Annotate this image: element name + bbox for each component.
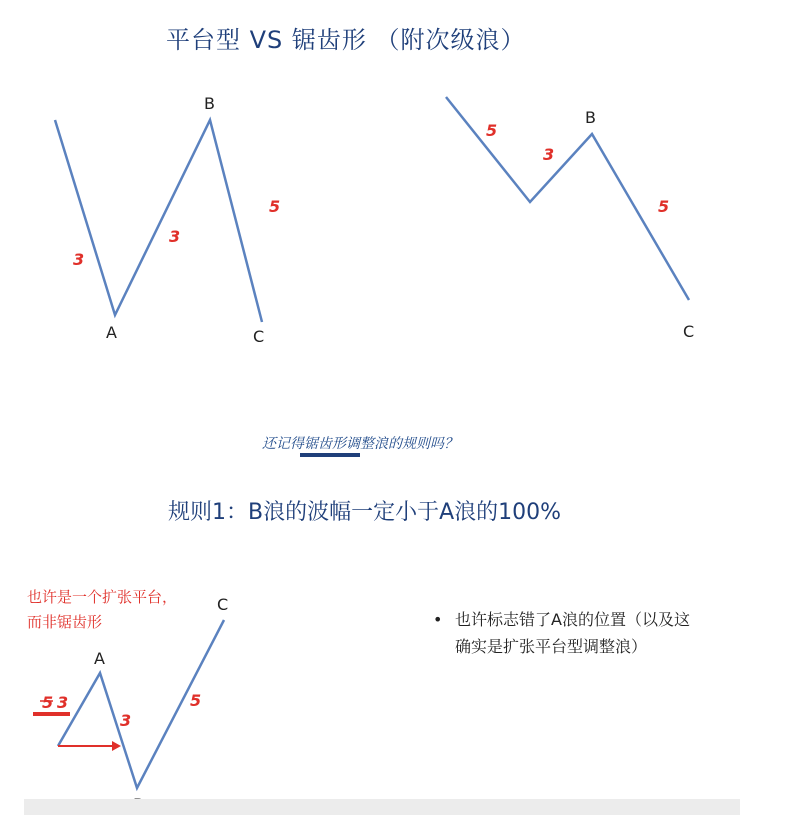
wave-count-struck: 5 bbox=[42, 693, 54, 712]
wave-count-b: 3 bbox=[169, 227, 181, 246]
bullet-dot: • bbox=[433, 610, 443, 629]
bottom-bar bbox=[24, 799, 740, 815]
point-label-b: B bbox=[585, 108, 596, 127]
bullet-line-2: 确实是扩张平台型调整浪） bbox=[455, 637, 648, 656]
point-label-c: C bbox=[217, 595, 229, 614]
point-label-b: B bbox=[204, 94, 215, 113]
wave-count-a: 3 bbox=[73, 250, 85, 269]
point-label-a: A bbox=[106, 323, 117, 342]
wave-count-c: 5 bbox=[658, 197, 670, 216]
wave-count-b: 3 bbox=[120, 711, 132, 730]
bullet-line-1: 也许标志错了A浪的位置（以及这 bbox=[455, 610, 690, 629]
flat-diagram bbox=[446, 97, 694, 341]
point-label-c: C bbox=[683, 322, 695, 341]
rule-heading: 规则1：B浪的波幅一定小于A浪的100% bbox=[168, 500, 562, 525]
red-note-line-1: 也许是一个扩张平台， bbox=[27, 588, 178, 606]
zigzag-diagram bbox=[55, 94, 280, 346]
expanded-flat-diagram bbox=[0, 580, 330, 815]
red-arrow-head bbox=[112, 741, 121, 751]
wave-count-a: 5 bbox=[486, 121, 498, 140]
flat-wave-line bbox=[446, 97, 689, 300]
question-underline bbox=[300, 453, 360, 457]
wave-count-c: 5 bbox=[190, 691, 202, 710]
point-label-c: C bbox=[253, 327, 265, 346]
question-text: 还记得锯齿形调整浪的规则吗？ bbox=[262, 436, 458, 452]
wave-count-b: 3 bbox=[543, 145, 555, 164]
wave-count-a: 3 bbox=[57, 693, 69, 712]
point-label-a: A bbox=[94, 649, 105, 668]
page-title: 平台型 VS 锯齿形 （附次级浪） bbox=[166, 26, 526, 54]
zigzag-wave-line bbox=[55, 120, 262, 322]
wave-count-c: 5 bbox=[269, 197, 281, 216]
red-note-line-2: 而非锯齿形 bbox=[27, 613, 103, 631]
bullet-item bbox=[433, 606, 733, 660]
